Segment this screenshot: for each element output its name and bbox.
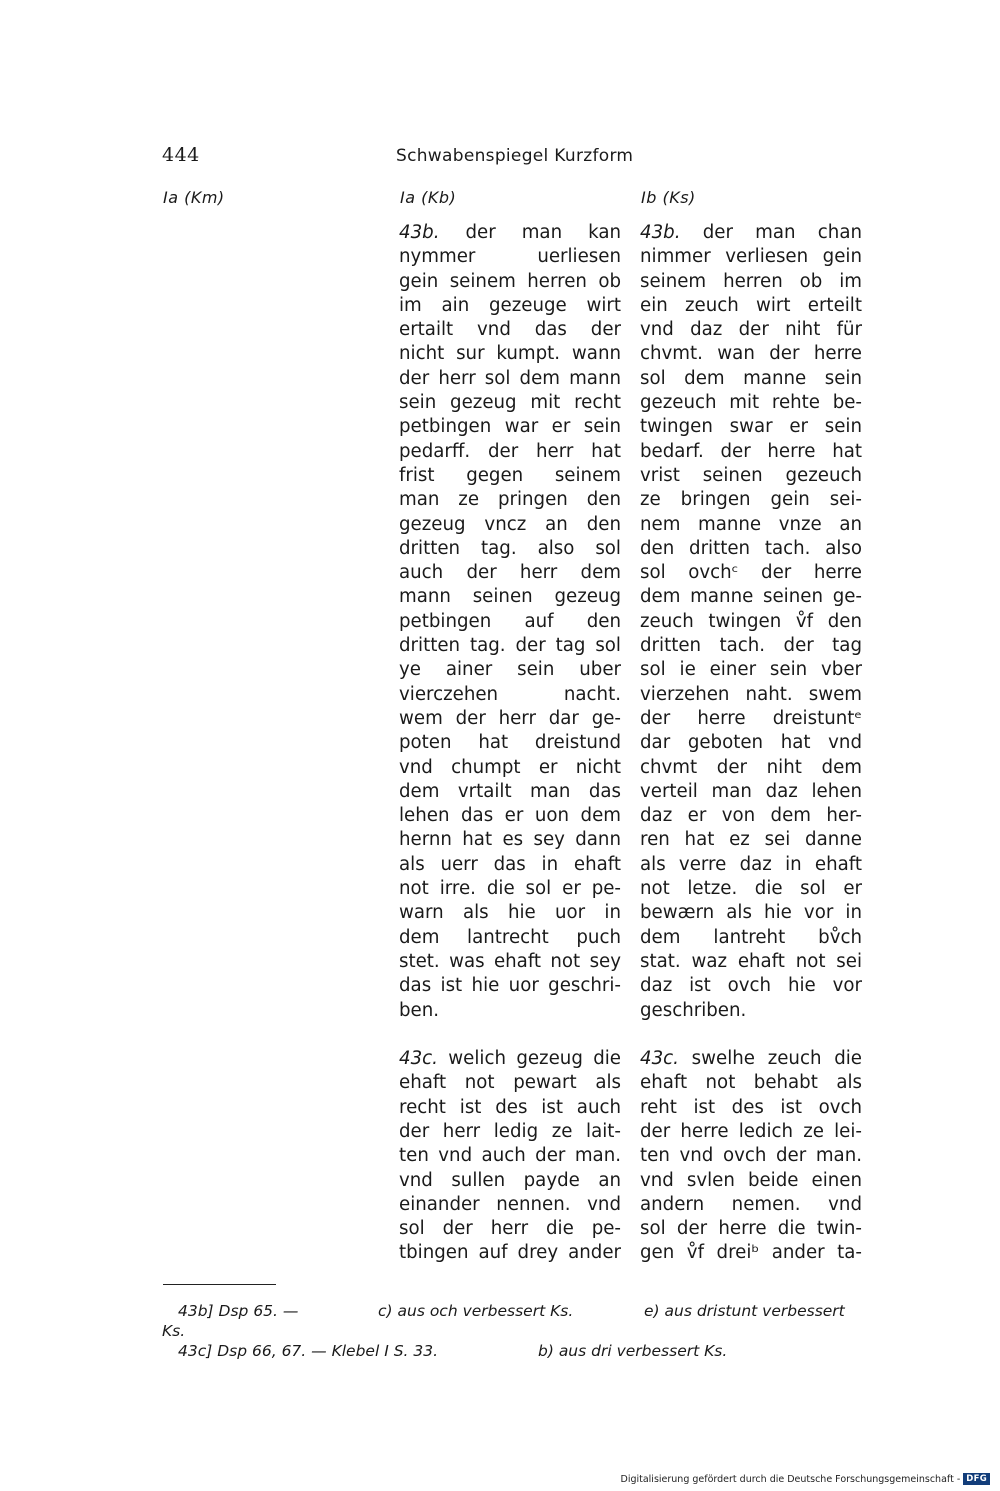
- text-line: ehaft not pewart als: [399, 1072, 621, 1094]
- text-line: poten hat dreistund: [399, 732, 621, 754]
- text-line: vrist seinen gezeuch: [640, 464, 862, 486]
- footnote-line: [162, 1301, 862, 1321]
- column-heading-km: Ia (Km): [163, 188, 225, 207]
- text-line: ze bringen gein sei-: [640, 489, 862, 511]
- text-line: vierzehen naht. swem: [640, 683, 862, 705]
- text-line: nymmer uerliesen: [399, 246, 621, 268]
- text-line: ben.: [399, 999, 440, 1021]
- running-title: Schwabenspiegel Kurzform: [396, 146, 634, 166]
- text-line: man ze pringen den: [399, 489, 621, 511]
- text-line: stat. waz ehaft not sei: [640, 950, 862, 972]
- text-line: [640, 221, 862, 245]
- dfg-logo-icon: DFG: [963, 1473, 990, 1485]
- text-line: chvmt. wan der herre: [640, 343, 862, 365]
- text-fragment: der man kan: [439, 222, 621, 243]
- text-line: nem manne vnze an: [640, 513, 862, 535]
- text-line: vnd sullen payde an: [399, 1169, 621, 1191]
- text-line: not irre. die sol er pe-: [399, 878, 621, 900]
- text-line: tbingen auf drey ander: [399, 1242, 621, 1264]
- text-line: nicht sur kumpt. wann: [399, 343, 621, 365]
- text-line: ren hat ez sei danne: [640, 829, 862, 851]
- text-line: zeuch twingen v̊f den: [640, 610, 862, 632]
- text-line: der herr ledig ze lait-: [399, 1120, 621, 1142]
- section-label: 43c.: [399, 1048, 438, 1070]
- text-line: verteil man daz lehen: [640, 780, 862, 802]
- text-line: reht ist des ist ovch: [640, 1096, 862, 1118]
- text-line: sol der herr die pe-: [399, 1218, 621, 1240]
- text-line: hernn hat es sey dann: [399, 829, 621, 851]
- text-line: gezeuch mit rehte be-: [640, 392, 862, 414]
- footnote-ref: 43b] Dsp 65. —: [178, 1302, 299, 1320]
- paragraph-gap: [399, 1023, 621, 1047]
- footnote-ref: 43c] Dsp 66, 67. — Klebel I S. 33.: [178, 1342, 439, 1360]
- section-label: 43c.: [640, 1048, 679, 1070]
- text-line: dar geboten hat vnd: [640, 732, 862, 754]
- footnote-ref: b) aus dri verbessert Ks.: [538, 1342, 728, 1360]
- text-line: ein zeuch wirt erteilt: [640, 294, 862, 316]
- column-ks-text: [640, 221, 862, 1266]
- text-line: daz er von dem her-: [640, 805, 862, 827]
- text-fragment: swelhe zeuch die: [678, 1048, 862, 1070]
- text-line: stet. was ehaft not sey: [399, 950, 621, 972]
- text-line: ten vnd ovch der man.: [640, 1145, 862, 1167]
- footnote-line: [162, 1341, 862, 1361]
- text-line: twingen swar er sein: [640, 416, 862, 438]
- column-heading-ks: Ib (Ks): [641, 188, 696, 207]
- text-line: der herr sol dem mann: [399, 367, 621, 389]
- column-heading-kb: Ia (Kb): [400, 188, 457, 207]
- text-line: [399, 1047, 621, 1071]
- text-line: vnd daz der niht für: [640, 319, 862, 341]
- text-line: ten vnd auch der man.: [399, 1145, 621, 1167]
- text-line: dem lantreht bv̊ch: [640, 926, 862, 948]
- text-line: lehen das er uon dem: [399, 805, 621, 827]
- text-line: warn als hie uor in: [399, 902, 621, 924]
- text-line: als verre daz in ehaft: [640, 853, 862, 875]
- text-line: [399, 221, 621, 245]
- text-line: recht ist des ist auch: [399, 1096, 621, 1118]
- text-line: als uerr das in ehaft: [399, 853, 621, 875]
- footnote-rule: [163, 1284, 276, 1285]
- column-kb-text: [399, 221, 621, 1266]
- text-line: gein seinem herren ob: [399, 270, 621, 292]
- text-line: im ain gezeuge wirt: [399, 294, 621, 316]
- text-line: der herre ledich ze lei-: [640, 1120, 862, 1142]
- page-number: 444: [162, 144, 200, 166]
- footnote-line: [162, 1321, 862, 1341]
- text-line: chvmt der niht dem: [640, 756, 862, 778]
- text-line: sol der herre die twin-: [640, 1218, 862, 1240]
- footnote-ref: Ks.: [162, 1322, 186, 1340]
- text-line: dritten tach. der tag: [640, 635, 862, 657]
- funding-text: Digitalisierung gefördert durch die Deutsche Forschungsgemeinschaft -: [620, 1473, 961, 1485]
- text-line: vnd svlen beide einen: [640, 1169, 862, 1191]
- text-line: sol ie einer sein vber: [640, 659, 862, 681]
- text-line: seinem herren ob im: [640, 270, 862, 292]
- footnote-ref: e) aus dristunt verbessert: [644, 1302, 845, 1320]
- paragraph-gap: [640, 1023, 862, 1047]
- text-line: auch der herr dem: [399, 562, 621, 584]
- text-line: dritten tag. also sol: [399, 537, 621, 559]
- text-line: einander nennen. vnd: [399, 1193, 621, 1215]
- text-line: dem manne seinen ge-: [640, 586, 862, 608]
- text-line: pedarff. der herr hat: [399, 440, 621, 462]
- text-line: [640, 1047, 862, 1071]
- text-line: daz ist ovch hie vor: [640, 975, 862, 997]
- footnote-ref: c) aus och verbessert Ks.: [378, 1302, 574, 1320]
- text-line: nimmer verliesen gein: [640, 246, 862, 268]
- text-line: petbingen auf den: [399, 610, 621, 632]
- section-label: 43b.: [640, 222, 681, 243]
- text-line: vierczehen nacht.: [399, 683, 621, 705]
- text-line: gen v̊f dreiᵇ ander ta-: [640, 1242, 862, 1264]
- footnotes: [162, 1301, 862, 1361]
- text-line: dritten tag. der tag sol: [399, 635, 621, 657]
- text-line: petbingen war er sein: [399, 416, 621, 438]
- text-line: sol dem manne sein: [640, 367, 862, 389]
- text-line: wem der herr dar ge-: [399, 707, 621, 729]
- text-line: gezeug vncz an den: [399, 513, 621, 535]
- text-line: geschriben.: [640, 999, 747, 1021]
- text-line: ertailt vnd das der: [399, 319, 621, 341]
- text-line: dem vrtailt man das: [399, 780, 621, 802]
- text-line: der herre dreistuntᵉ: [640, 707, 862, 729]
- text-line: bewærn als hie vor in: [640, 902, 862, 924]
- text-line: vnd chumpt er nicht: [399, 756, 621, 778]
- text-line: frist gegen seinem: [399, 464, 621, 486]
- text-line: sol ovchᶜ der herre: [640, 562, 862, 584]
- text-line: den dritten tach. also: [640, 537, 862, 559]
- text-line: das ist hie uor geschri-: [399, 975, 621, 997]
- text-line: ehaft not behabt als: [640, 1072, 862, 1094]
- text-line: bedarf. der herre hat: [640, 440, 862, 462]
- funding-note: [621, 1473, 991, 1485]
- text-line: dem lantrecht puch: [399, 926, 621, 948]
- text-fragment: welich gezeug die: [437, 1048, 621, 1070]
- text-line: sein gezeug mit recht: [399, 392, 621, 414]
- text-line: andern nemen. vnd: [640, 1193, 862, 1215]
- text-line: mann seinen gezeug: [399, 586, 621, 608]
- section-label: 43b.: [399, 222, 440, 243]
- text-fragment: der man chan: [680, 222, 862, 243]
- text-line: not letze. die sol er: [640, 878, 862, 900]
- text-line: ye ainer sein uber: [399, 659, 621, 681]
